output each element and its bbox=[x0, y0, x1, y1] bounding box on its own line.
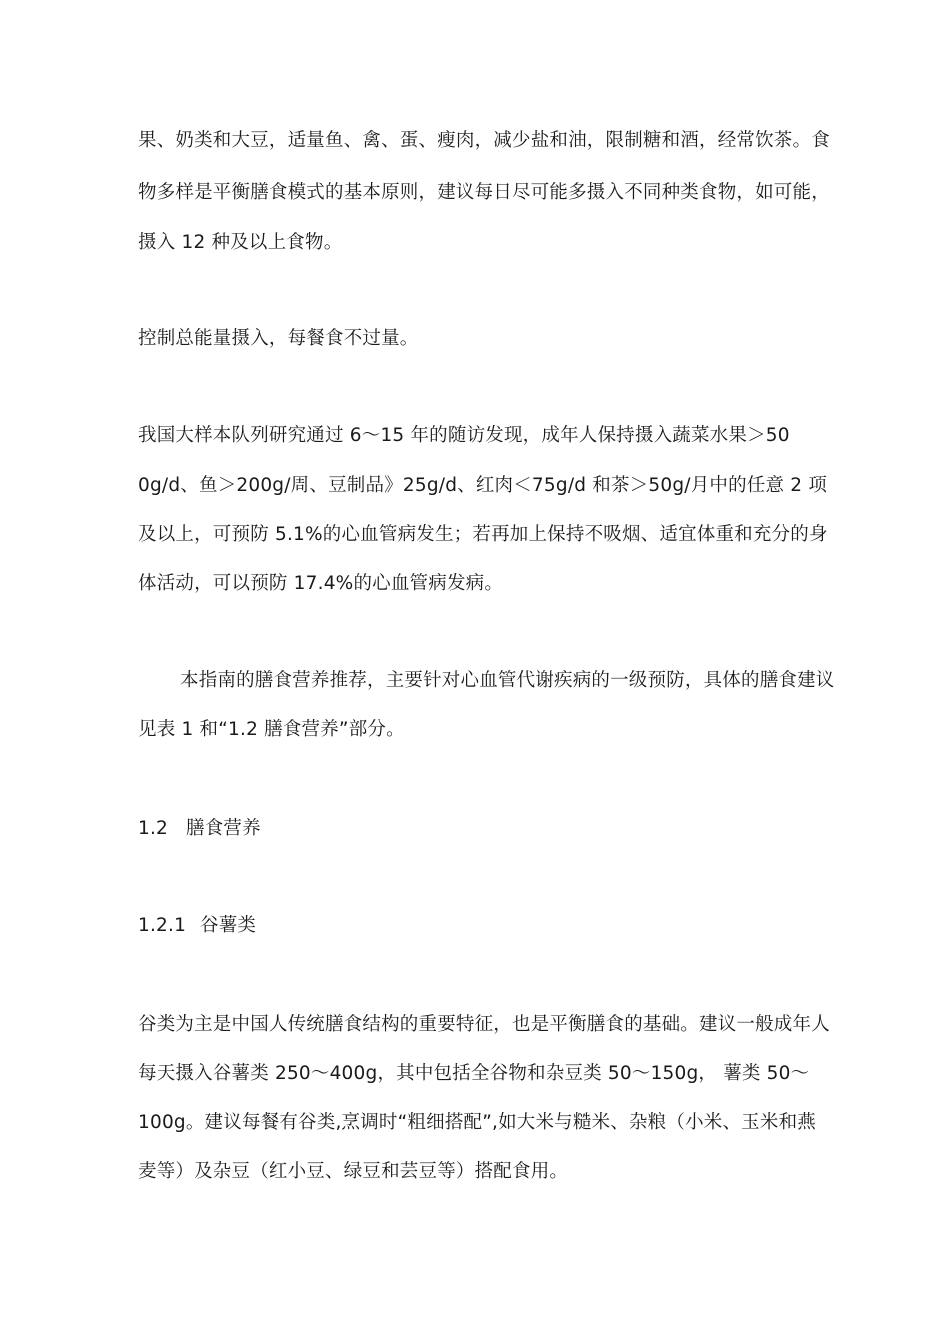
paragraph-line: 及以上，可预防 5.1%的心血管病发生；若再加上保持不吸烟、适宜体重和充分的身 bbox=[138, 524, 828, 545]
section-title: 膳食营养 bbox=[186, 818, 261, 839]
paragraph-line: 100g。建议每餐有谷类,烹调时“粗细搭配”,如大米与糙米、杂粮（小米、玉米和燕 bbox=[138, 1112, 816, 1133]
paragraph-line: 每天摄入谷薯类 250～400g，其中包括全谷物和杂豆类 50～150g， 薯类 50～ bbox=[138, 1063, 810, 1084]
section-heading-1-2-1 bbox=[138, 913, 256, 939]
section-heading-1-2 bbox=[138, 816, 261, 842]
paragraph-line: 谷类为主是中国人传统膳食结构的重要特征，也是平衡膳食的基础。建议一般成年人 bbox=[138, 1014, 830, 1035]
paragraph-line: 我国大样本队列研究通过 6～15 年的随访发现，成年人保持摄入蔬菜水果＞50 bbox=[138, 425, 790, 446]
paragraph-line: 见表 1 和“1.2 膳食营养”部分。 bbox=[138, 719, 405, 740]
section-number: 1.2.1 bbox=[138, 915, 187, 936]
paragraph-line: 控制总能量摄入，每餐食不过量。 bbox=[138, 328, 419, 349]
paragraph-line: 0g/d、鱼＞200g/周、豆制品》25g/d、红肉＜75g/d 和茶＞50g/月中的任意 2 项 bbox=[138, 475, 828, 496]
paragraph-line: 物多样是平衡膳食模式的基本原则，建议每日尽可能多摄入不同种类食物，如可能， bbox=[138, 182, 830, 203]
paragraph-line: 摄入 12 种及以上食物。 bbox=[138, 232, 343, 253]
section-title: 谷薯类 bbox=[200, 915, 257, 936]
paragraph-line: 体活动，可以预防 17.4%的心血管病发病。 bbox=[138, 573, 504, 594]
section-number: 1.2 bbox=[138, 818, 169, 839]
paragraph-line: 果、奶类和大豆，适量鱼、禽、蛋、瘦肉，减少盐和油，限制糖和酒，经常饮茶。食 bbox=[138, 130, 830, 151]
paragraph-line: 麦等）及杂豆（红小豆、绿豆和芸豆等）搭配食用。 bbox=[138, 1161, 569, 1182]
paragraph-line: 本指南的膳食营养推荐，主要针对心血管代谢疾病的一级预防，具体的膳食建议 bbox=[180, 670, 835, 691]
